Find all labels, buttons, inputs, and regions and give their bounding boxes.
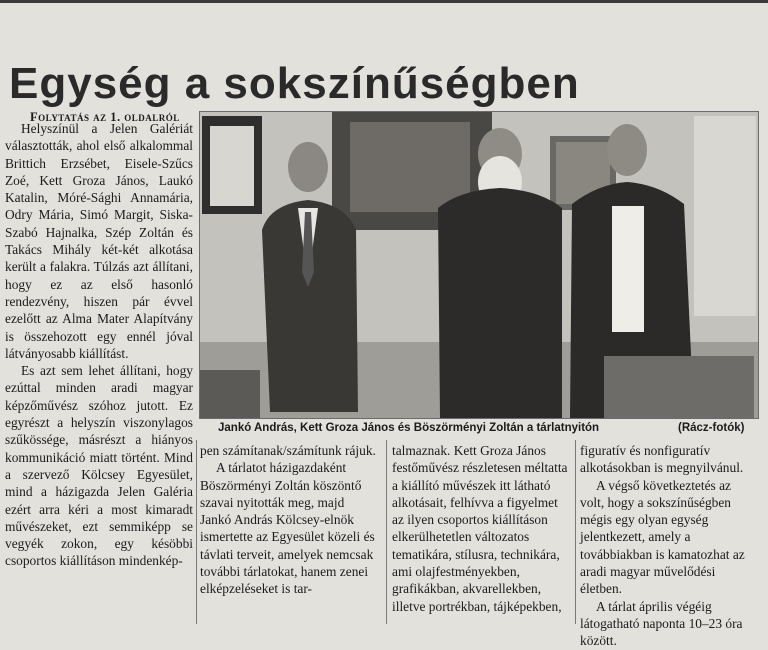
column-divider — [196, 440, 197, 624]
photo-caption: Jankó András, Kett Groza János és Böszörményi Zoltán a tárlatnyitón — [218, 422, 600, 434]
paragraph: Helyszínül a Jelen Galériát választották, ahol első alkalommal Brittich Erzsébet, Eisele-Szűcs Zoé, Kett Groza János, Laukó Katalin, Móré-Sághi Annamária, Odry Mária, Simó Margit, Siska-Szabó Hajnalka, Szép Zoltán és Takács Mihály két-két alkotása került a falakra. Túlzás azt állítani, hogy ez az első hasonló rendezvény, hiszen pár évvel ezelőtt az Alma Mater Alapítvány is összehozott egy ennél jóval látványosabb kiállítást. — [5, 121, 193, 361]
column-divider — [386, 440, 387, 624]
column-2 — [200, 442, 377, 598]
paragraph: A tárlat április végéig látogatható naponta 10–23 óra között. — [580, 598, 743, 649]
paragraph: pen számítanak/számítunk rájuk. — [200, 443, 376, 458]
continuation-kicker: Folytatás az 1. oldalról — [30, 110, 180, 124]
paragraph: A tárlatot házigazdaként Böszörményi Zoltán köszöntő szavai nyitották meg, majd Jankó András Kölcsey-elnök ismertette az Egyesület közeli és távlati terveit, amelyek nemcsak további tárlatokat, hanem zenei elképzeléseket is tar- — [200, 460, 375, 597]
top-rule — [0, 0, 768, 3]
photo-illustration — [200, 112, 758, 418]
photo-credit: (Rácz-fotók) — [678, 422, 745, 434]
article-headline: Egység a sokszínűségben — [9, 59, 580, 109]
paragraph: talmaznak. Kett Groza János festőművész részletesen méltatta a kiállító művészek itt látható alkotásait, felhívva a figyelmet az ilyen csoportos kiállításon elkerülhetetlen változatos tematikára, stílusra, technikára, ami olajfestményekben, grafikákban, akvarellekben, illetve portrékban, tájképekben, — [392, 443, 568, 614]
column-1 — [5, 120, 193, 570]
paragraph: figuratív és nonfiguratív alkotásokban is megnyilvánul. — [580, 443, 744, 476]
column-divider — [575, 440, 576, 624]
column-4 — [580, 442, 758, 650]
column-3 — [392, 442, 570, 615]
paragraph: A végső következtetés az volt, hogy a sokszínűségben mégis egy olyan egység jelentkezett, amely a továbbiakban is kamatozhat az aradi magyar művelődési életben. — [580, 477, 745, 597]
paragraph: Es azt sem lehet állítani, hogy ezúttal minden aradi magyar képzőművész szóhoz jutott. Ez egyrészt a helyszín viszonylagos szűkössége, másrészt a hiányos kommunikáció miatt történt. Mind a szervező Kölcsey Egyesület, mind a házigazda Jelen Galéria ezért arra kéri a most kimaradt művészeket, ezt semmiképp se vegyék zokon, egy késöbbi csoportos kiállításon mindenkép- — [5, 363, 193, 569]
article-photo — [199, 111, 759, 419]
